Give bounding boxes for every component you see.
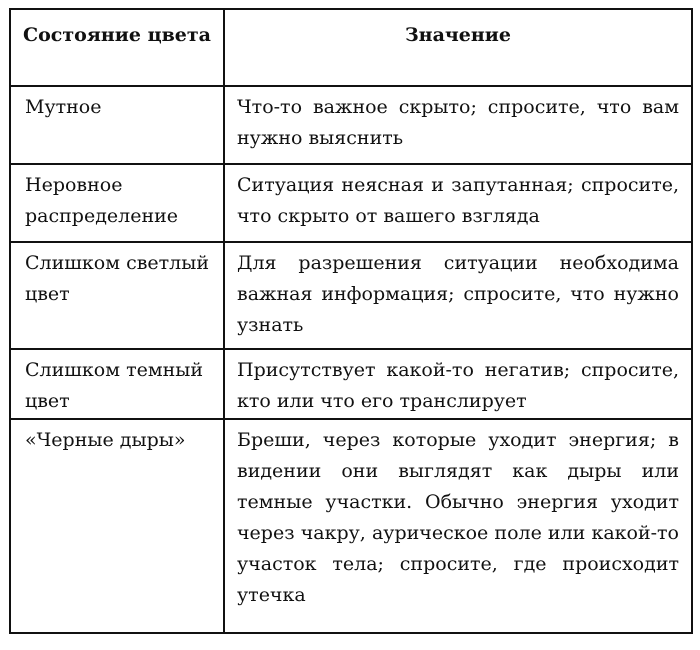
- meaning-cell: [224, 86, 692, 164]
- state-cell: [10, 349, 224, 419]
- state-cell: [10, 242, 224, 349]
- meaning-text: Ситуация неясная и запутанная; спросите, что скрыто от вашего взгляда: [237, 174, 679, 227]
- meaning-text: Для разрешения ситуации необходима важная информация; спросите, что нужно узнать: [237, 252, 679, 336]
- header-meaning: [224, 9, 692, 86]
- state-text: Слишком светлый цвет: [25, 252, 210, 305]
- state-cell: [10, 419, 224, 633]
- meaning-cell: [224, 242, 692, 349]
- meaning-text: Бреши, через которые уходит энергия; в видении они выглядят как дыры или темные участки. Обычно энергия уходит через чакру, аурическое поле или какой-то участок тела; спросите, где происходит утечка: [237, 429, 679, 606]
- table-row: [10, 164, 692, 242]
- table-row: [10, 349, 692, 419]
- table-header-row: [10, 9, 692, 86]
- meaning-text: Присутствует какой-то негатив; спросите, кто или что его транслирует: [237, 359, 679, 412]
- meaning-cell: [224, 419, 692, 633]
- header-label: Состояние цвета: [23, 24, 211, 46]
- header-label: Значение: [404, 24, 511, 46]
- state-cell: [10, 164, 224, 242]
- state-text: Слишком темный цвет: [25, 359, 204, 412]
- state-text: Мутное: [25, 96, 102, 118]
- meaning-text: Что-то важное скрыто; спросите, что вам нужно выяснить: [237, 96, 679, 149]
- state-cell: [10, 86, 224, 164]
- table-row: [10, 86, 692, 164]
- table-row: [10, 419, 692, 633]
- state-text: «Черные дыры»: [25, 429, 186, 451]
- meaning-cell: [224, 164, 692, 242]
- table-row: [10, 242, 692, 349]
- color-state-table: [9, 8, 693, 634]
- meaning-cell: [224, 349, 692, 419]
- header-color-state: [10, 9, 224, 86]
- state-text: Неровное распределение: [25, 174, 179, 227]
